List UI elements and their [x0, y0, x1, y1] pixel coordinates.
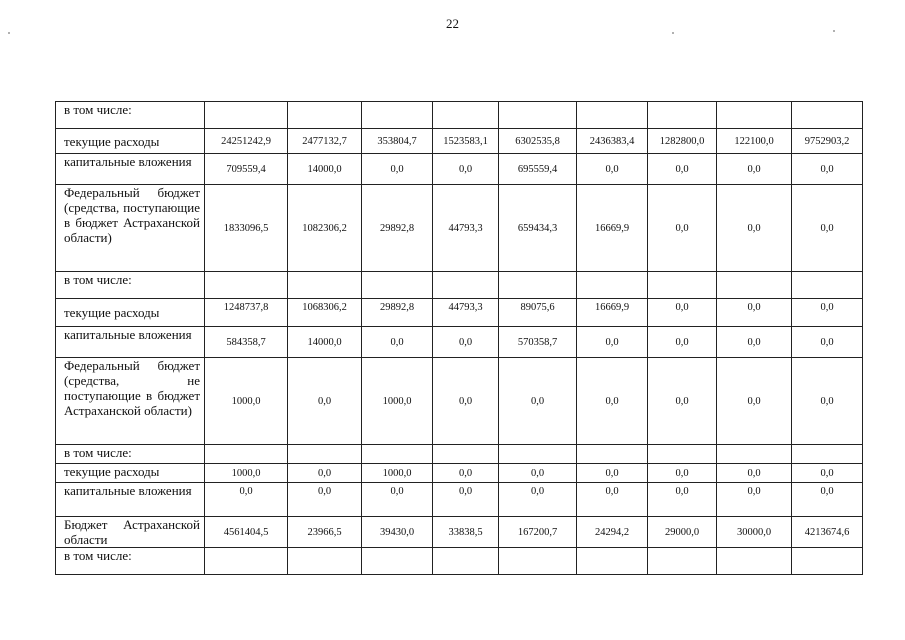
value-cell: [577, 102, 648, 129]
value-cell: 122100,0: [717, 129, 792, 154]
table-row: [56, 517, 863, 548]
value-cell: 1068306,2: [288, 299, 362, 327]
value-cell: 0,0: [362, 483, 433, 517]
row-label: текущие расходы: [56, 129, 205, 154]
value-cell: [433, 445, 499, 464]
value-cell: 1000,0: [205, 464, 288, 483]
table-row: [56, 483, 863, 517]
value-cell: [648, 548, 717, 575]
table-row: [56, 327, 863, 358]
value-cell: 4213674,6: [792, 517, 863, 548]
value-cell: [792, 445, 863, 464]
value-cell: [792, 102, 863, 129]
row-label: в том числе:: [56, 548, 205, 575]
row-label: текущие расходы: [56, 299, 205, 327]
value-cell: 0,0: [717, 358, 792, 445]
value-cell: 0,0: [792, 464, 863, 483]
value-cell: 0,0: [648, 483, 717, 517]
value-cell: 89075,6: [499, 299, 577, 327]
value-cell: [288, 548, 362, 575]
value-cell: [577, 445, 648, 464]
value-cell: [717, 102, 792, 129]
value-cell: 0,0: [577, 464, 648, 483]
value-cell: 0,0: [792, 154, 863, 185]
scan-speck: [672, 32, 674, 34]
value-cell: [717, 272, 792, 299]
value-cell: [717, 548, 792, 575]
value-cell: 570358,7: [499, 327, 577, 358]
value-cell: 29000,0: [648, 517, 717, 548]
value-cell: 659434,3: [499, 185, 577, 272]
value-cell: 0,0: [288, 358, 362, 445]
row-label: в том числе:: [56, 272, 205, 299]
value-cell: 0,0: [433, 327, 499, 358]
table-row: [56, 464, 863, 483]
value-cell: 1833096,5: [205, 185, 288, 272]
value-cell: 29892,8: [362, 185, 433, 272]
value-cell: 0,0: [792, 358, 863, 445]
value-cell: 16669,9: [577, 185, 648, 272]
budget-table-body: [56, 102, 863, 575]
table-row: [56, 129, 863, 154]
value-cell: 0,0: [648, 358, 717, 445]
value-cell: 14000,0: [288, 327, 362, 358]
table-row: [56, 445, 863, 464]
row-label: Бюджет Астраханской области: [56, 517, 205, 548]
value-cell: 33838,5: [433, 517, 499, 548]
page-number: 22: [446, 16, 459, 31]
value-cell: 0,0: [792, 483, 863, 517]
value-cell: [205, 445, 288, 464]
value-cell: 0,0: [288, 483, 362, 517]
value-cell: 1000,0: [205, 358, 288, 445]
value-cell: [499, 445, 577, 464]
value-cell: 24251242,9: [205, 129, 288, 154]
value-cell: 709559,4: [205, 154, 288, 185]
value-cell: [288, 272, 362, 299]
value-cell: 1523583,1: [433, 129, 499, 154]
value-cell: 44793,3: [433, 299, 499, 327]
value-cell: [288, 102, 362, 129]
row-label: текущие расходы: [56, 464, 205, 483]
value-cell: [577, 548, 648, 575]
table-row: [56, 299, 863, 327]
table-row: [56, 272, 863, 299]
value-cell: 2477132,7: [288, 129, 362, 154]
value-cell: 0,0: [499, 483, 577, 517]
value-cell: [205, 272, 288, 299]
scan-speck: [833, 30, 835, 32]
value-cell: 1082306,2: [288, 185, 362, 272]
value-cell: [288, 445, 362, 464]
row-label: в том числе:: [56, 102, 205, 129]
value-cell: 2436383,4: [577, 129, 648, 154]
value-cell: 16669,9: [577, 299, 648, 327]
value-cell: [577, 272, 648, 299]
value-cell: 23966,5: [288, 517, 362, 548]
value-cell: 4561404,5: [205, 517, 288, 548]
row-label: в том числе:: [56, 445, 205, 464]
value-cell: [648, 102, 717, 129]
value-cell: [792, 548, 863, 575]
value-cell: 0,0: [648, 154, 717, 185]
row-label: Федеральный бюджет (средства, поступающие в бюджет Астраханской области): [56, 185, 205, 272]
value-cell: 0,0: [717, 154, 792, 185]
value-cell: 24294,2: [577, 517, 648, 548]
value-cell: [792, 272, 863, 299]
value-cell: [433, 102, 499, 129]
value-cell: [205, 102, 288, 129]
value-cell: [433, 272, 499, 299]
value-cell: [499, 548, 577, 575]
value-cell: 0,0: [717, 299, 792, 327]
value-cell: [362, 102, 433, 129]
value-cell: [362, 272, 433, 299]
row-label: капитальные вложения: [56, 483, 205, 517]
value-cell: 0,0: [362, 154, 433, 185]
value-cell: 1248737,8: [205, 299, 288, 327]
scan-speck: [8, 32, 10, 34]
value-cell: 30000,0: [717, 517, 792, 548]
value-cell: 0,0: [792, 185, 863, 272]
value-cell: 0,0: [648, 185, 717, 272]
value-cell: 353804,7: [362, 129, 433, 154]
table-row: [56, 154, 863, 185]
value-cell: 29892,8: [362, 299, 433, 327]
value-cell: 584358,7: [205, 327, 288, 358]
value-cell: 1000,0: [362, 464, 433, 483]
value-cell: [499, 272, 577, 299]
value-cell: [433, 548, 499, 575]
value-cell: 0,0: [433, 483, 499, 517]
value-cell: 0,0: [717, 185, 792, 272]
value-cell: 0,0: [362, 327, 433, 358]
value-cell: 44793,3: [433, 185, 499, 272]
value-cell: 14000,0: [288, 154, 362, 185]
table-row: [56, 358, 863, 445]
row-label: капитальные вложения: [56, 327, 205, 358]
value-cell: 0,0: [717, 483, 792, 517]
value-cell: 0,0: [717, 464, 792, 483]
value-cell: 39430,0: [362, 517, 433, 548]
value-cell: 695559,4: [499, 154, 577, 185]
value-cell: 9752903,2: [792, 129, 863, 154]
table-row: [56, 548, 863, 575]
value-cell: [717, 445, 792, 464]
row-label: капитальные вложения: [56, 154, 205, 185]
row-label: Федеральный бюджет (средства, не поступающие в бюджет Астраханской области): [56, 358, 205, 445]
value-cell: 0,0: [433, 464, 499, 483]
budget-table: [55, 101, 863, 575]
value-cell: 167200,7: [499, 517, 577, 548]
value-cell: 0,0: [792, 299, 863, 327]
value-cell: 0,0: [433, 358, 499, 445]
value-cell: 0,0: [648, 464, 717, 483]
value-cell: 0,0: [648, 327, 717, 358]
value-cell: [205, 548, 288, 575]
value-cell: 0,0: [792, 327, 863, 358]
value-cell: 0,0: [577, 483, 648, 517]
value-cell: 0,0: [499, 358, 577, 445]
value-cell: [362, 445, 433, 464]
value-cell: [499, 102, 577, 129]
value-cell: 6302535,8: [499, 129, 577, 154]
value-cell: 0,0: [577, 327, 648, 358]
value-cell: 1000,0: [362, 358, 433, 445]
value-cell: 0,0: [648, 299, 717, 327]
value-cell: 0,0: [717, 327, 792, 358]
value-cell: 0,0: [499, 464, 577, 483]
value-cell: 0,0: [205, 483, 288, 517]
value-cell: [362, 548, 433, 575]
value-cell: 0,0: [433, 154, 499, 185]
value-cell: 1282800,0: [648, 129, 717, 154]
value-cell: 0,0: [577, 154, 648, 185]
table-row: [56, 102, 863, 129]
table-row: [56, 185, 863, 272]
value-cell: 0,0: [288, 464, 362, 483]
value-cell: 0,0: [577, 358, 648, 445]
value-cell: [648, 445, 717, 464]
value-cell: [648, 272, 717, 299]
